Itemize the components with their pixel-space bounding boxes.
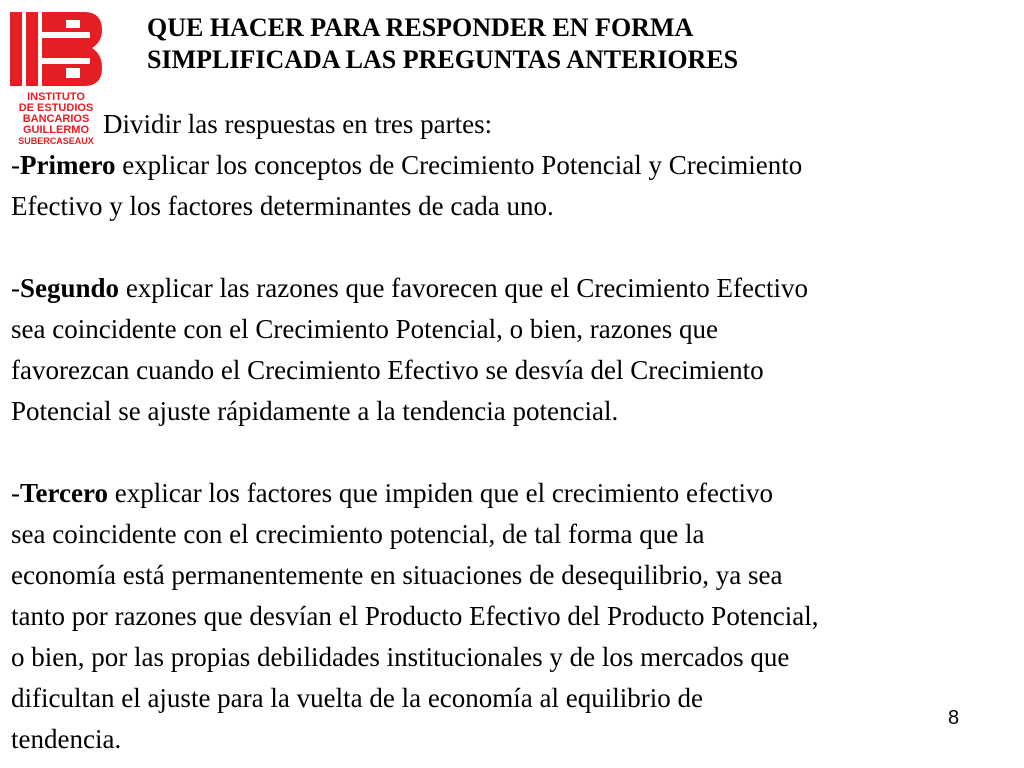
part3-line: tendencia. (11, 724, 122, 754)
part3-line: economía está permanentemente en situaciones de desequilibrio, ya sea (11, 560, 783, 590)
title-line-2: SIMPLIFICADA LAS PREGUNTAS ANTERIORES (147, 45, 739, 74)
part2-line: sea coincidente con el Crecimiento Potencial, o bien, razones que (11, 314, 718, 344)
title-line-1: QUE HACER PARA RESPONDER EN FORMA (147, 13, 694, 42)
part3-line: o bien, por las propias debilidades institucionales y de los mercados que (11, 642, 790, 672)
page-number: 8 (948, 707, 960, 729)
spacer (11, 227, 1021, 268)
logo-text-line: INSTITUTO (27, 91, 85, 103)
part2-line: Potencial se ajuste rápidamente a la tendencia potencial. (11, 396, 619, 426)
logo-text-line: BANCARIOS (22, 113, 90, 125)
part1-heading: Primero (20, 150, 116, 180)
dash: - (11, 273, 20, 303)
logo-text-line: DE ESTUDIOS (18, 102, 94, 114)
part2-text: explicar las razones que favorecen que el Crecimiento Efectivo (119, 273, 808, 303)
part1-line: Efectivo y los factores determinantes de cada uno. (11, 191, 554, 221)
part3-line: sea coincidente con el crecimiento potencial, de tal forma que la (11, 519, 705, 549)
logo-mark-icon (10, 12, 102, 88)
part2-line: favorezcan cuando el Crecimiento Efectivo se desvía del Crecimiento (11, 355, 764, 385)
part1-text: explicar los conceptos de Crecimiento Potencial y Crecimiento (115, 150, 803, 180)
part3-line (11, 473, 1021, 514)
part2-line (11, 268, 1021, 309)
part3-line: tanto por razones que desvían el Producto Efectivo del Producto Potencial, (11, 601, 819, 631)
part1-line (11, 145, 1021, 186)
dash: - (11, 478, 20, 508)
part3-line: dificultan el ajuste para la vuelta de la economía al equilibrio de (11, 683, 703, 713)
logo-text-line: GUILLERMO (23, 124, 89, 136)
spacer (11, 432, 1021, 473)
dash: - (11, 150, 20, 180)
logo-text-line: SUBERCASEAUX (18, 136, 94, 146)
intro-text: Dividir las respuestas en tres partes: (103, 109, 493, 139)
part3-text: explicar los factores que impiden que el crecimiento efectivo (107, 478, 773, 508)
slide-title (147, 12, 1007, 76)
part3-heading: Tercero (20, 478, 108, 508)
slide-body (11, 104, 1021, 760)
part2-heading: Segundo (20, 273, 120, 303)
